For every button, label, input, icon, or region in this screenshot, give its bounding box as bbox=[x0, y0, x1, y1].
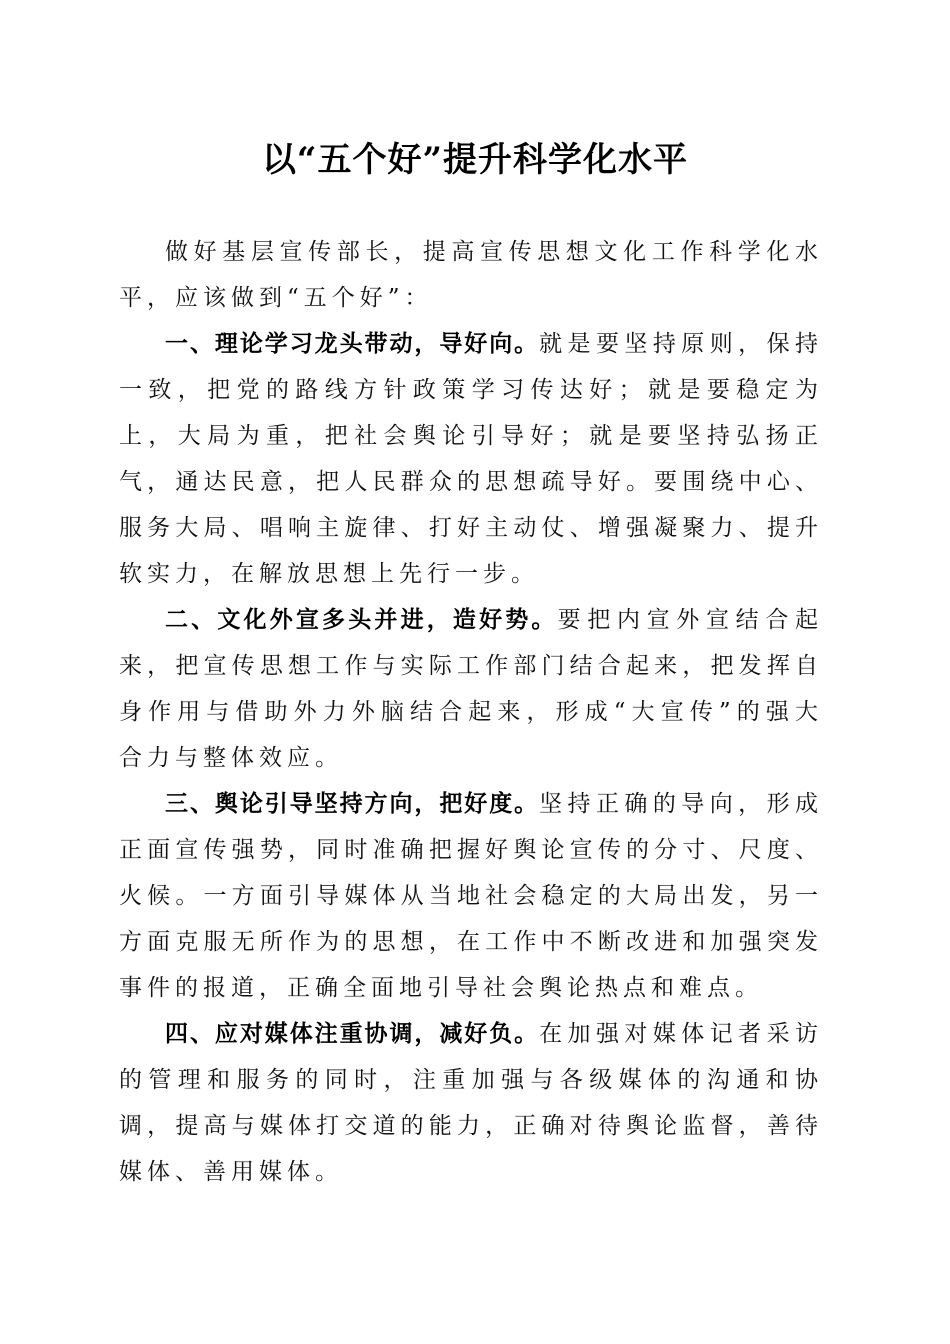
section-text-1: 就是要坚持原则，保持一致，把党的路线方针政策学习传达好；就是要稳定为上，大局为重，把社会舆论引导好；就是要坚持弘扬正气，通达民意，把人民群众的思想疏导好。要围绕中心、服务大局、唱响主旋律、打好主动仗、增强凝聚力、提升软实力，在解放思想上先行一步。 bbox=[119, 331, 823, 587]
section-heading-2: 二、文化外宣多头并进，造好势。 bbox=[165, 607, 558, 633]
section-heading-4: 四、应对媒体注重协调，减好负。 bbox=[165, 1021, 540, 1047]
document-title: 以“五个好”提升科学化水平 bbox=[261, 140, 689, 180]
section-paragraph-4 bbox=[119, 1011, 823, 1195]
section-text-2: 要把内宣外宣结合起来，把宣传思想工作与实际工作部门结合起来，把发挥自身作用与借助外力外脑结合起来，形成“大宣传”的强大合力与整体效应。 bbox=[119, 607, 824, 771]
intro-paragraph: 做好基层宣传部长，提高宣传思想文化工作科学化水平，应该做到“五个好”： bbox=[119, 239, 823, 311]
section-paragraph-2 bbox=[119, 597, 823, 781]
section-paragraph-3 bbox=[119, 781, 823, 1011]
section-text-3: 坚持正确的导向，形成正面宣传强势，同时准确把握好舆论宣传的分寸、尺度、火候。一方面引导媒体从当地社会稳定的大局出发，另一方面克服无所作为的思想，在工作中不断改进和加强突发事件的报道，正确全面地引导社会舆论热点和难点。 bbox=[119, 791, 823, 1001]
section-heading-3: 三、舆论引导坚持方向，把好度。 bbox=[165, 791, 540, 817]
section-text-4: 在加强对媒体记者采访的管理和服务的同时，注重加强与各级媒体的沟通和协调，提高与媒体打交道的能力，正确对待舆论监督，善待媒体、善用媒体。 bbox=[119, 1021, 823, 1185]
document-body bbox=[119, 229, 823, 1195]
section-heading-1: 一、理论学习龙头带动，导好向。 bbox=[165, 331, 540, 357]
section-paragraph-1 bbox=[119, 321, 823, 597]
